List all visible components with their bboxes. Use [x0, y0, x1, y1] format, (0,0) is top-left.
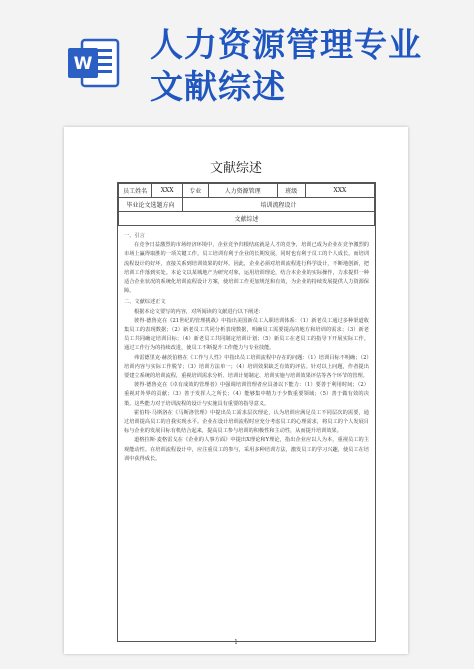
page-number: 1 [234, 639, 238, 646]
topic-value: 培训流程设计 [182, 198, 374, 212]
paragraph: 根据本论文要写的内容，对所阅读的文献进行以下阐述： [134, 308, 264, 315]
review-body [118, 226, 375, 464]
info-table [118, 183, 375, 226]
table-row [119, 212, 375, 226]
document-heading: 文献综述 [209, 161, 262, 176]
table-row [119, 184, 375, 198]
major-label: 专业 [182, 184, 208, 198]
word-document-icon [66, 36, 120, 90]
major-value: 人力资源管理 [208, 184, 277, 198]
topic-label: 毕业论文选题方向 [119, 198, 183, 212]
form-frame [117, 182, 376, 642]
section-header: 文献综述 [119, 212, 375, 226]
page-title: 人力资源管理专业 文献综述 [150, 25, 422, 106]
section-title: 一、引言 [124, 233, 145, 239]
paragraph: 道格拉斯·麦格雷戈在《企业的人事方面》中提出X理论和Y理论，指出企业应以人为本，重视员工的主观能动性。在培训流程设计中，应注重员工的参与，采用多种培训方法，激发员工的学习兴趣，使员工在培训中获得成长。 [124, 437, 369, 462]
section-title: 二、文献综述正文 [124, 299, 166, 306]
name-value: XXX [152, 184, 183, 198]
table-row [119, 198, 375, 212]
class-value: XXX [305, 184, 374, 198]
name-label: 员工姓名 [119, 184, 152, 198]
header-banner [0, 0, 474, 118]
paragraph: 在竞争日益激烈的市场经济环境中，企业竞争归根结底就是人才的竞争，培训已成为企业在竞争激烈的市场上赢得取胜的一项关键工作。员工培训有利于企业的长期发展，同时也有利于员工的个人成长。而培训流程设计的好坏，直接关系到培训效果的好坏。因此，企业必须对培训流程进行科学设计，不断地创新，把培训工作落到实处。本论文以某城地产为研究对象，运用培训理论，结合本企业的实际操作，力求提供一种适合企业状况的系统化培训流程设计方案，使培训工作更加规范和有效，为企业的持续发展提供人力资源保障。 [124, 242, 369, 295]
svg-text:W: W [73, 54, 93, 74]
paragraph: 弗雷德里克·赫茨伯格在《工作与人性》中指出员工培训流程中存在的问题：（1）培训目标不明确；（2）培训内容与实际工作脱节；（3）培训方法单一；（4）培训效果缺乏有效的评估。针对以上问题，作者提出要建立系统的培训流程，重视培训需求分析、培训计划制定、培训实施与培训效果评估等各个环节的管理。 [124, 354, 369, 380]
class-label: 班级 [277, 184, 305, 198]
paragraph: 彼得·德鲁克在《21世纪的管理挑战》中指出美国新员工入职培训体系：（1）新老员工通过多种渠道收集员工的表现数据；（2）新老员工共同分析表现数据，明确员工需要提高的地方和培训的需求；（3）新老员工共同确定培训目标；（4）新老员工共同制定培训计划；（5）新员工在老员工的指导下开展实际工作。通过工作行为的持续改进，使员工不断提升工作能力与专业技能。 [124, 317, 369, 352]
paragraph: 彼得·德鲁克在《卓有成效的管理者》中强调培训管理者应具备以下能力：（1）要善于利用时间；（2）重视对外界的贡献；（3）善于发挥人之所长；（4）能够集中精力于少数重要领域；（5）善于做有效的决策。这些能力对于培训流程的设计与实施具有重要的指导意义。 [124, 382, 369, 407]
paragraph: 霍伯特·马斯洛在《马斯洛管理》中提出员工需求层次理论，认为培训应满足员工不同层次的需要，通过培训提高员工的自我实现水平。企业在设计培训流程时应充分考虑员工的心理需求，将员工的个人发展目标与企业的发展目标有机结合起来，提高员工参与培训的积极性和主动性，从而提升培训效果。 [124, 409, 369, 435]
document-page [64, 127, 408, 654]
